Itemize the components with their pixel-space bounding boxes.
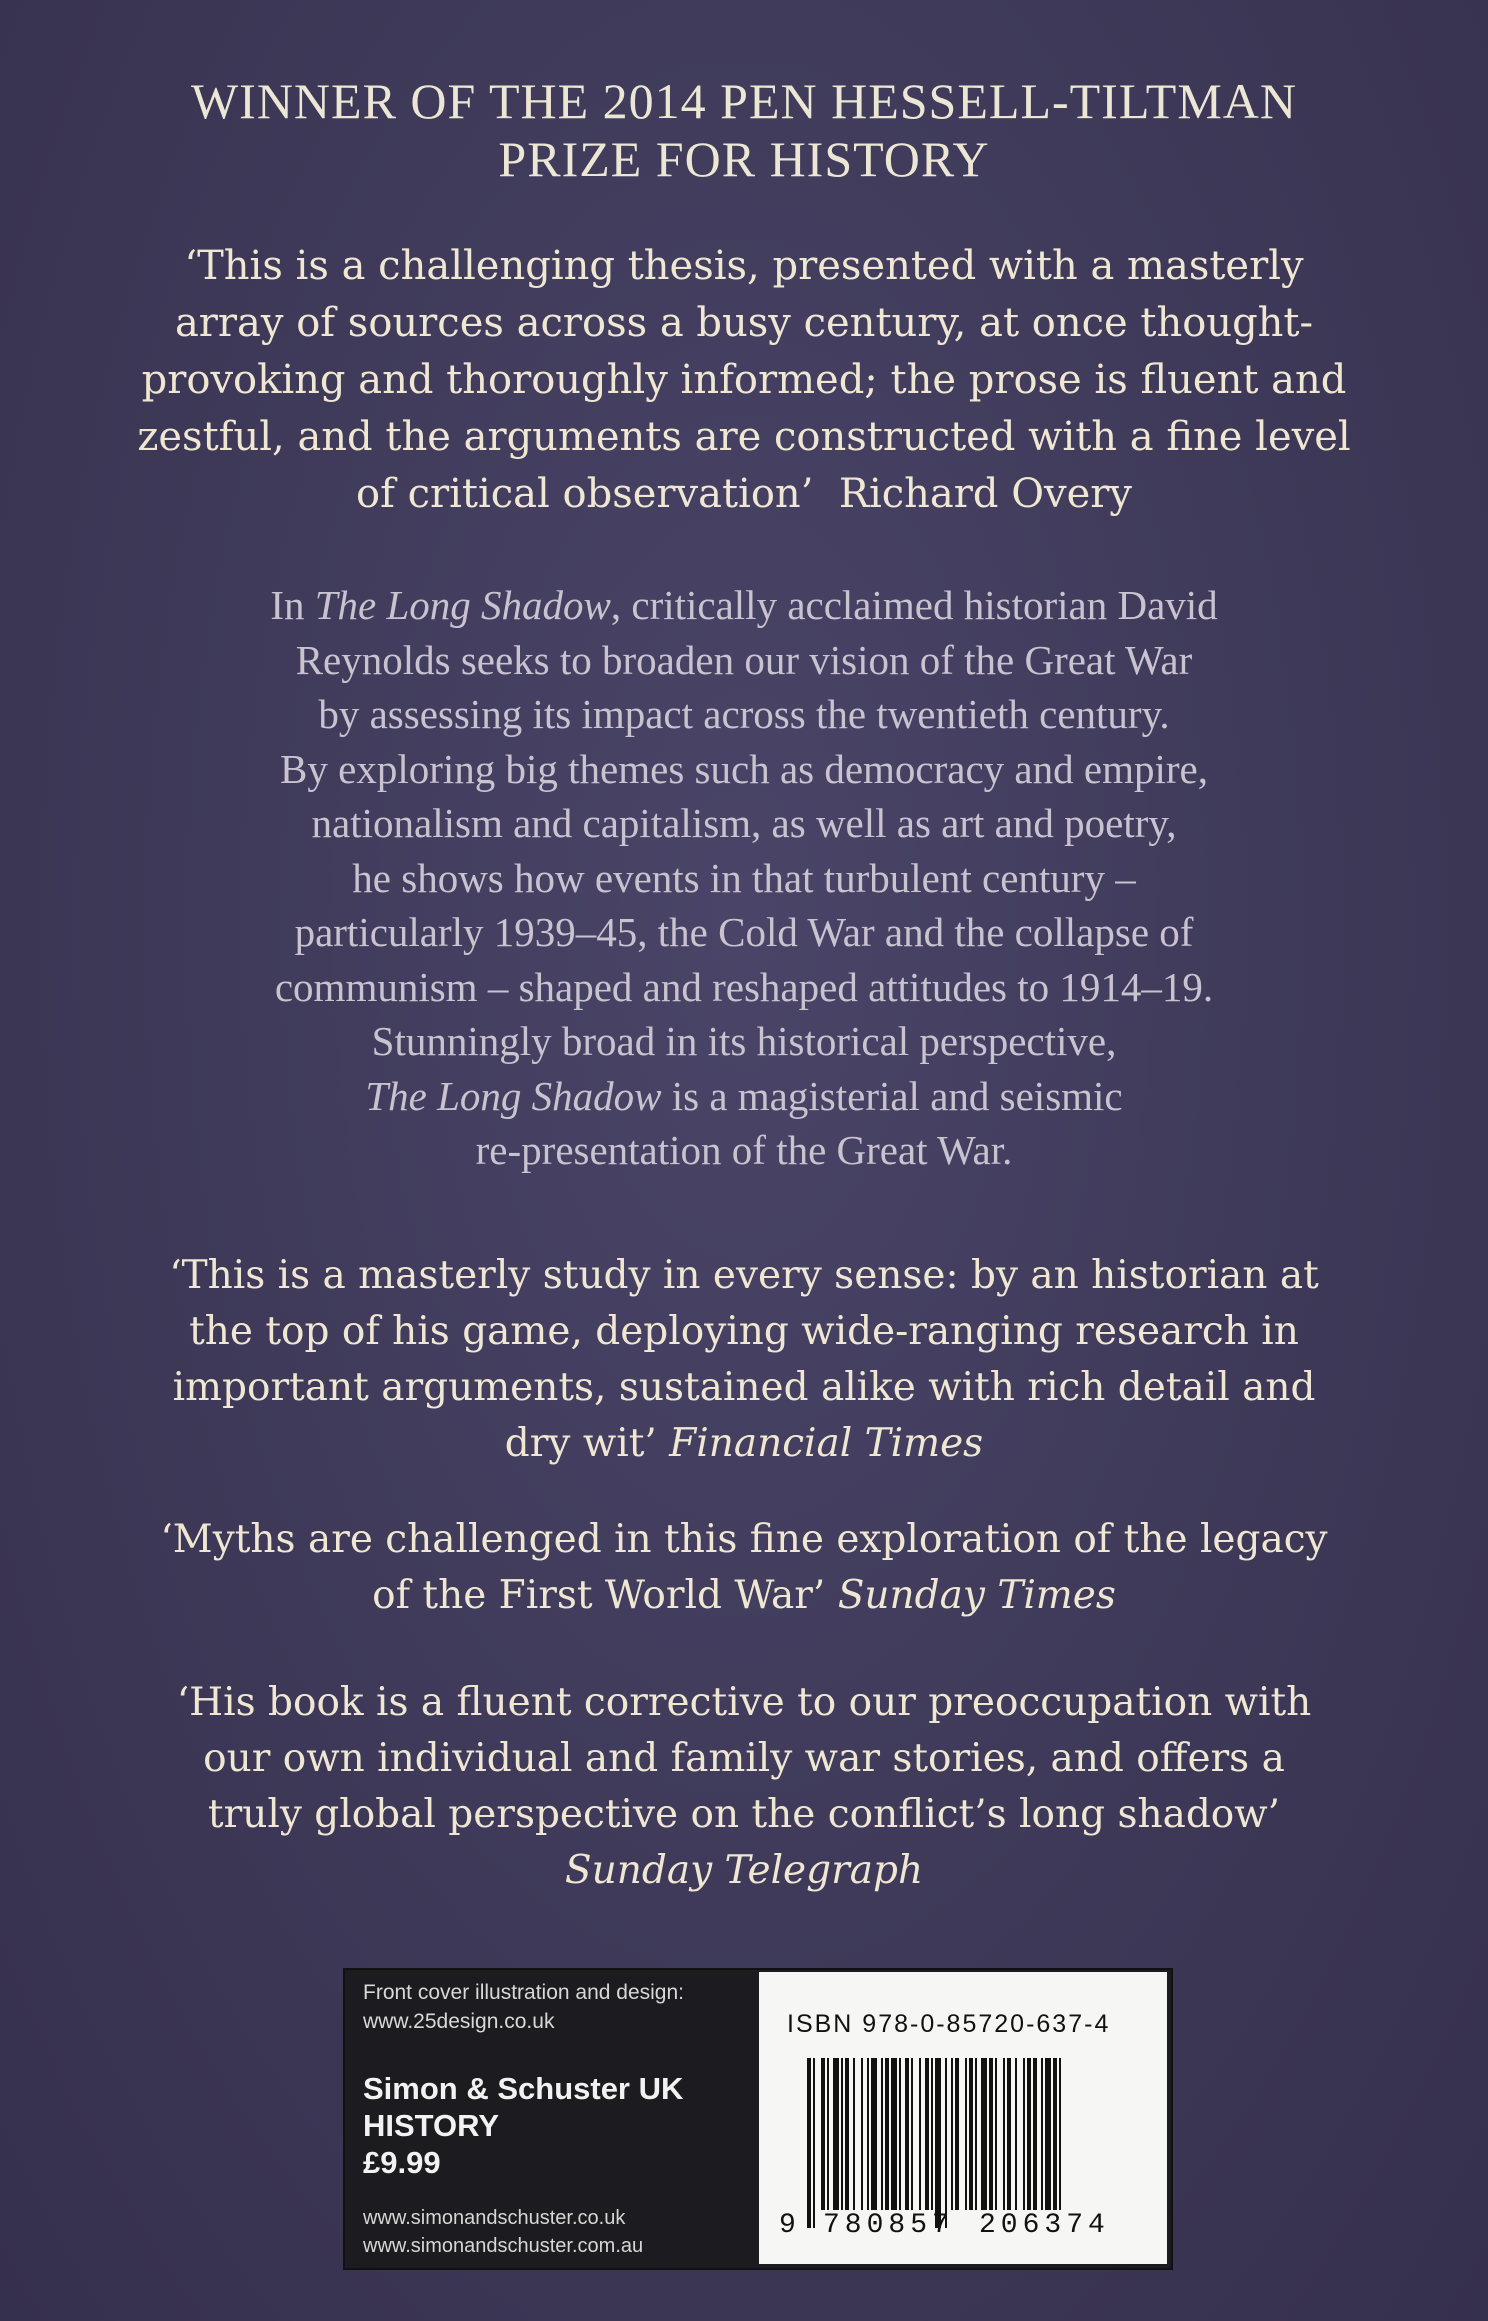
quote-line: zestful, and the arguments are constructed with a fine level <box>137 414 1351 460</box>
quote-financial-times <box>0 1248 1488 1472</box>
barcode-bar <box>807 2058 811 2228</box>
barcode-bar <box>861 2058 863 2210</box>
barcode-bar <box>919 2058 921 2210</box>
price-label: £9.99 <box>363 2145 441 2180</box>
credit-line: Front cover illustration and design: <box>363 1981 684 2004</box>
barcode-bar <box>1033 2058 1037 2210</box>
publisher-block <box>363 2070 683 2181</box>
publisher-websites <box>363 2204 643 2260</box>
barcode-bar <box>1007 2058 1011 2210</box>
quote-source: Sunday Telegraph <box>564 1848 924 1893</box>
barcode-bar <box>965 2058 967 2210</box>
blurb-line: he shows how events in that turbulent century – <box>352 854 1136 901</box>
barcode-bar <box>827 2058 829 2210</box>
barcode-bar <box>1041 2058 1043 2210</box>
blurb-line: communism – shaped and reshaped attitudes to 1914–19. <box>274 963 1214 1010</box>
quote-line: array of sources across a busy century, at once thought- <box>174 300 1314 346</box>
blurb-line: Stunningly broad in its historical perspective, <box>371 1018 1117 1064</box>
blurb-line: By exploring big themes such as democracy and empire, <box>280 745 1208 792</box>
barcode-bar <box>881 2058 883 2210</box>
barcode-bar <box>1053 2058 1057 2210</box>
blurb-line: particularly 1939–45, the Cold War and the collapse of <box>294 909 1194 955</box>
cover-credit <box>363 1978 684 2036</box>
quote-line <box>0 466 1488 523</box>
quote-line: ‘This is a challenging thesis, presented with a masterly <box>184 243 1304 289</box>
quote-line: the top of his game, deploying wide-ranging research in <box>189 1309 1299 1354</box>
barcode-bar <box>1059 2058 1061 2210</box>
barcode-panel <box>343 1968 1173 2270</box>
barcode-bar <box>1015 2058 1017 2210</box>
isbn-label: ISBN 978-0-85720-637-4 <box>787 2010 1111 2038</box>
barcode-area <box>759 1972 1167 2264</box>
book-title: The Long Shadow <box>314 582 611 628</box>
blurb-line: Reynolds seeks to broaden our vision of the Great War <box>295 636 1193 683</box>
category-label: HISTORY <box>363 2108 500 2143</box>
barcode-left-digits: 780857 <box>823 2210 954 2241</box>
barcode-bar <box>975 2058 977 2210</box>
quote-line: of the First World War’ Sunday Times <box>372 1573 1116 1618</box>
barcode-digits <box>759 2210 1167 2250</box>
barcode-bar <box>813 2058 815 2228</box>
blurb-line: re-presentation of the Great War. <box>475 1127 1013 1173</box>
quote-line: ‘This is a masterly study in every sense: by an historian at <box>169 1253 1319 1298</box>
website-au: www.simonandschuster.com.au <box>363 2235 644 2257</box>
quote-line: important arguments, sustained alike with rich detail and <box>172 1365 1316 1410</box>
quote-line: ‘His book is a fluent corrective to our preoccupation with <box>176 1680 1312 1725</box>
prize-heading-line2: PRIZE FOR HISTORY <box>498 131 990 187</box>
barcode-bar <box>845 2058 849 2210</box>
quote-last-line: of critical observation’ <box>355 471 814 517</box>
blurb-line: nationalism and capitalism, as well as art and poetry, <box>311 800 1177 846</box>
quote-source: Sunday Times <box>837 1573 1116 1618</box>
barcode-bar <box>955 2058 959 2210</box>
barcode-lead-digit: 9 <box>779 2210 796 2241</box>
barcode-bar <box>1003 2058 1005 2210</box>
quote-sunday-telegraph <box>0 1675 1488 1899</box>
blurb-line: In The Long Shadow, critically acclaimed historian David <box>270 582 1218 628</box>
publisher-name: Simon & Schuster UK <box>363 2071 684 2106</box>
quote-line: our own individual and family war stories, and offers a <box>203 1736 1285 1781</box>
barcode-bar <box>853 2058 855 2210</box>
quote-line: ‘Myths are challenged in this fine exploration of the legacy <box>160 1517 1328 1562</box>
barcode-bar <box>899 2058 901 2210</box>
book-blurb <box>0 578 1488 1178</box>
quote-overy <box>0 238 1488 523</box>
barcode-bar <box>885 2058 889 2210</box>
barcode-bar <box>891 2058 897 2210</box>
barcode-bar <box>931 2058 933 2210</box>
barcode-bar <box>867 2058 869 2210</box>
barcode-bar <box>925 2058 929 2210</box>
website-uk: www.simonandschuster.co.uk <box>363 2207 626 2229</box>
barcode-bar <box>935 2058 941 2228</box>
barcode-right-digits: 206374 <box>979 2210 1110 2241</box>
barcode-bar <box>841 2058 843 2210</box>
prize-heading-line1: WINNER OF THE 2014 PEN HESSELL-TILTMAN <box>190 73 1298 129</box>
prize-heading <box>0 72 1488 188</box>
quote-line <box>0 1843 1488 1899</box>
quote-line: dry wit’ Financial Times <box>504 1421 984 1466</box>
barcode-bar <box>821 2058 825 2210</box>
quote-line: provoking and thoroughly informed; the prose is fluent and <box>141 357 1347 403</box>
blurb-line: The Long Shadow is a magisterial and seismic <box>365 1072 1123 1119</box>
barcode-bar <box>951 2058 953 2210</box>
barcode-bar <box>871 2058 877 2210</box>
publisher-info <box>345 1970 757 2268</box>
barcode-bar <box>989 2058 993 2210</box>
barcode-bar <box>981 2058 987 2210</box>
quote-attribution: Richard Overy <box>838 471 1132 517</box>
barcode-bar <box>833 2058 839 2210</box>
credit-url: www.25design.co.uk <box>363 2010 555 2033</box>
barcode-bar <box>1023 2058 1025 2210</box>
quote-sunday-times <box>0 1512 1488 1624</box>
barcode-bar <box>911 2058 913 2210</box>
barcode-bar <box>905 2058 909 2210</box>
barcode-bar <box>995 2058 997 2210</box>
quote-source: Financial Times <box>669 1421 984 1466</box>
barcode-bar <box>969 2058 973 2210</box>
blurb-line: by assessing its impact across the twentieth century. <box>318 691 1170 737</box>
barcode-bar <box>945 2058 947 2228</box>
book-title: The Long Shadow <box>365 1072 662 1119</box>
barcode-bar <box>1027 2058 1031 2210</box>
quote-line: truly global perspective on the conflict’s long shadow’ <box>207 1792 1281 1837</box>
barcode-bar <box>1045 2058 1051 2210</box>
